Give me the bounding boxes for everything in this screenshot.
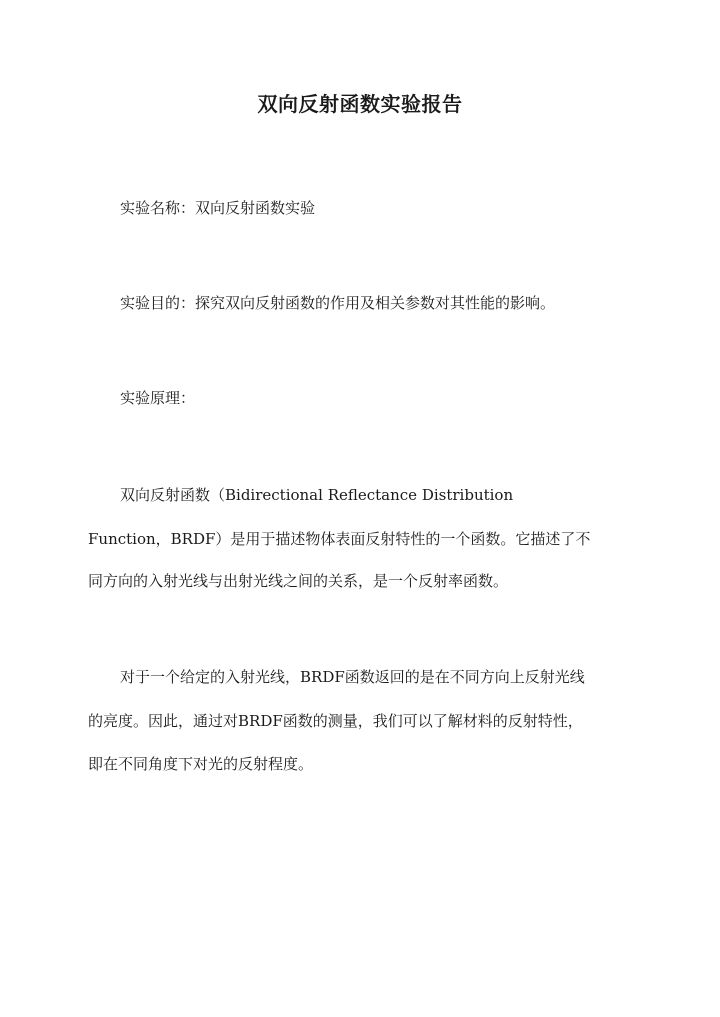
experiment-name: 实验名称：双向反射函数实验 (120, 199, 316, 217)
document-title: 双向反射函数实验报告 (257, 92, 463, 116)
paragraph1-line1: 双向反射函数（Bidirectional Reflectance Distribution (120, 486, 514, 504)
experiment-purpose: 实验目的：探究双向反射函数的作用及相关参数对其性能的影响。 (120, 294, 556, 312)
paragraph1-line2: Function，BRDF）是用于描述物体表面反射特性的一个函数。它描述了不 (88, 530, 591, 548)
paragraph2-line1: 对于一个给定的入射光线，BRDF函数返回的是在不同方向上反射光线 (120, 668, 585, 686)
paragraph2-line3: 即在不同角度下对光的反射程度。 (88, 755, 314, 773)
paragraph1-line3: 同方向的入射光线与出射光线之间的关系，是一个反射率函数。 (88, 572, 509, 590)
principle-heading: 实验原理： (120, 389, 196, 407)
paragraph2-line2: 的亮度。因此，通过对BRDF函数的测量，我们可以了解材料的反射特性， (88, 712, 583, 730)
